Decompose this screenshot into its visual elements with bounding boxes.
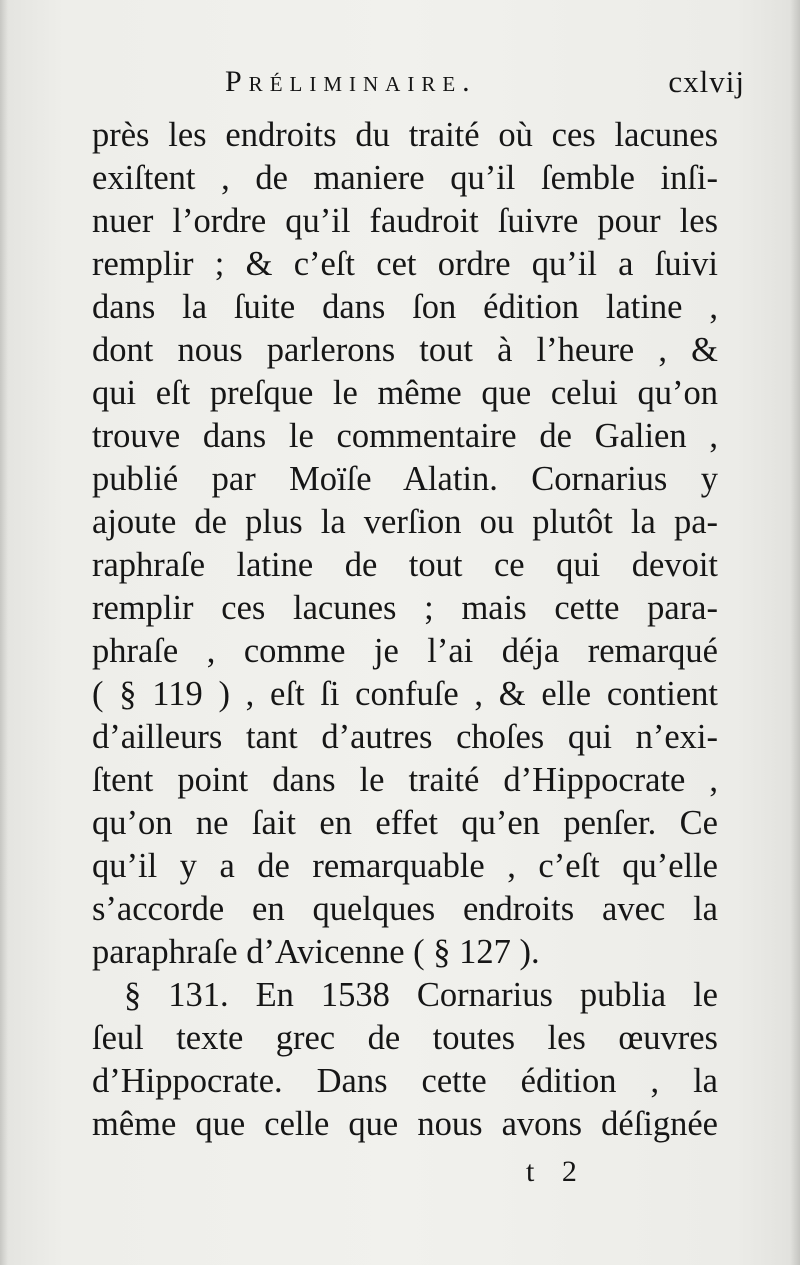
text-line: dont nous parlerons tout à l’heure , & [92, 331, 718, 369]
text-line: trouve dans le commentaire de Galien , [92, 417, 718, 455]
text-line: s’accorde en quelques endroits avec la [92, 890, 718, 928]
text-line: qu’il y a de remarquable , c’eſt qu’elle [92, 847, 718, 885]
running-title: Préliminaire. [225, 65, 477, 98]
text-line: dans la ſuite dans ſon édition latine , [92, 288, 718, 326]
text-line: publié par Moïſe Alatin. Cornarius y [92, 460, 718, 498]
left-page-edge [0, 0, 8, 1265]
text-line: qu’on ne ſait en effet qu’en penſer. Ce [92, 804, 718, 842]
text-line: ſtent point dans le traité d’Hippocrate , [92, 761, 718, 799]
paragraph-end-line: paraphraſe d’Avicenne ( § 127 ). [92, 933, 540, 971]
text-line: ajoute de plus la verſion ou plutôt la pa- [92, 503, 718, 541]
section-131-start-line: § 131. En 1538 Cornarius publia le [124, 976, 718, 1014]
text-line: remplir ; & c’eſt cet ordre qu’il a ſuivi [92, 245, 718, 283]
text-line: nuer l’ordre qu’il faudroit ſuivre pour les [92, 202, 718, 240]
text-line: qui eſt preſque le même que celui qu’on [92, 374, 718, 412]
printer-signature-mark: t 2 [526, 1155, 587, 1188]
text-line: raphraſe latine de tout ce qui devoit [92, 546, 718, 584]
text-line: près les endroits du traité où ces lacunes [92, 116, 718, 154]
text-line: même que celle que nous avons déſignée [92, 1105, 718, 1143]
text-line: ( § 119 ) , eſt ſi confuſe , & elle contient [92, 675, 718, 713]
text-line: phraſe , comme je l’ai déja remarqué [92, 632, 718, 670]
text-line: exiſtent , de maniere qu’il ſemble inſi- [92, 159, 718, 197]
text-line: d’Hippocrate. Dans cette édition , la [92, 1062, 718, 1100]
body-text [92, 114, 718, 1146]
text-line: ſeul texte grec de toutes les œuvres [92, 1019, 718, 1057]
text-line: remplir ces lacunes ; mais cette para- [92, 589, 718, 627]
page-number: cxlvij [668, 64, 745, 99]
page-header [225, 60, 745, 104]
text-line: d’ailleurs tant d’autres choſes qui n’exi- [92, 718, 718, 756]
right-page-edge [790, 0, 800, 1265]
